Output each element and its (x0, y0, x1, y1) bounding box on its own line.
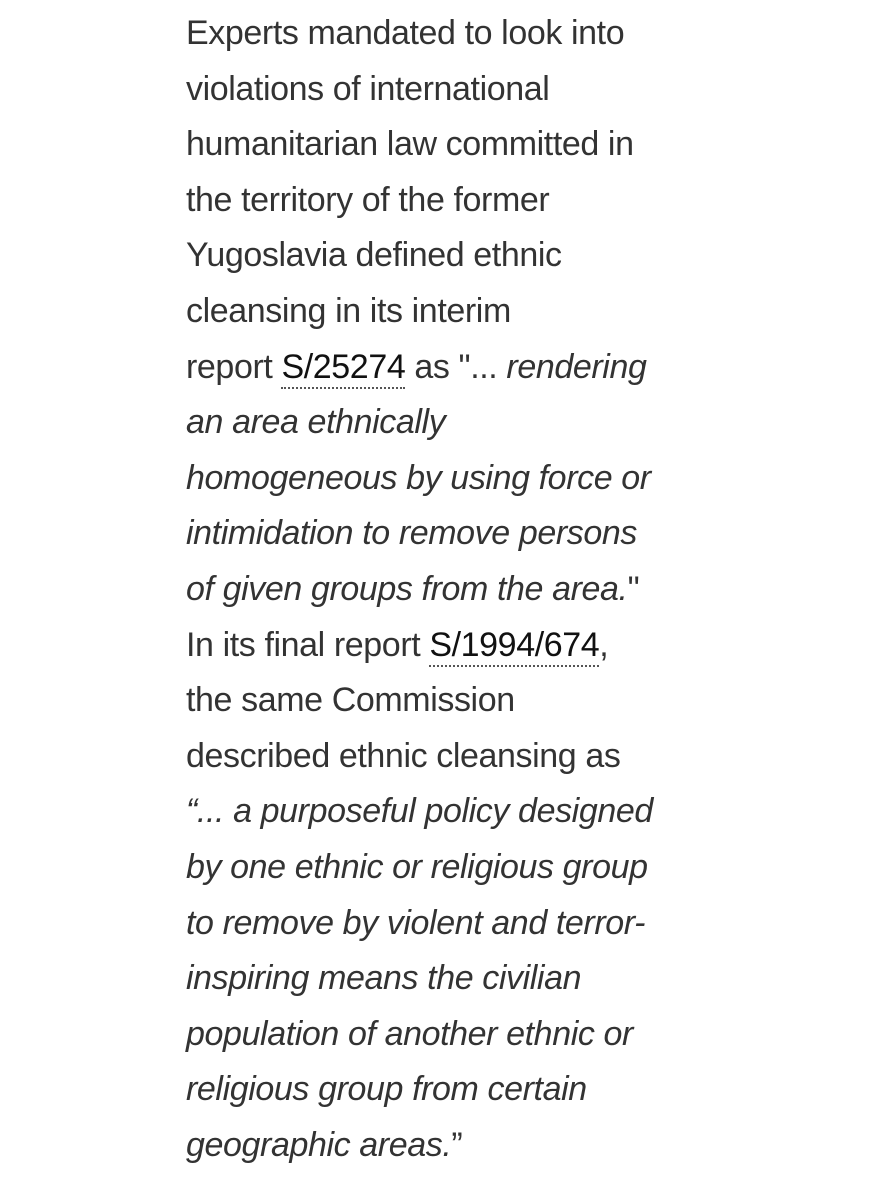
quote-line (186, 896, 706, 952)
quote-text: homogeneous by using force or (186, 458, 651, 497)
quote-text: inspiring means the civilian (186, 959, 582, 998)
text-line: violations of international (186, 69, 550, 108)
quote-text: geographic areas. (186, 1125, 452, 1164)
text-line: Yugoslavia defined ethnic (186, 236, 562, 275)
quote-line (186, 840, 706, 896)
quote-line (186, 451, 706, 507)
quote-line (186, 784, 706, 840)
text-line: humanitarian law committed in (186, 125, 634, 164)
quote-line (186, 1007, 706, 1063)
quote-text: intimidation to remove persons (186, 514, 638, 553)
text-line (186, 340, 706, 396)
quote-text: religious group from certain (186, 1070, 587, 1109)
text-fragment: as "... (405, 347, 507, 386)
quote-line (186, 506, 706, 562)
paragraph (186, 6, 706, 1173)
quote-text: an area ethnically (186, 403, 446, 442)
document-link-s25274[interactable]: S/25274 (281, 348, 405, 389)
text-fragment: In its final report (186, 625, 430, 664)
text-line (186, 618, 706, 674)
quote-text: to remove by violent and terror- (186, 903, 646, 942)
text-line: the same Commission (186, 681, 515, 720)
quote-mark: ” (451, 1125, 463, 1164)
document-link-s1994-674[interactable]: S/1994/674 (429, 626, 599, 667)
quote-text: by one ethnic or religious group (186, 847, 648, 886)
quote-line (186, 951, 706, 1007)
text-line: the territory of the former (186, 180, 550, 219)
quote-line (186, 1118, 706, 1174)
text-line: Experts mandated to look into (186, 14, 625, 52)
quote-text: “... a purposeful policy designed (186, 792, 653, 831)
quote-mark: " (627, 569, 640, 608)
quote-text: population of another ethnic or (186, 1014, 633, 1053)
quote-line (186, 1062, 706, 1118)
quote-fragment: rendering (506, 347, 647, 386)
article-body (186, 6, 706, 1173)
quote-text: of given groups from the area. (186, 569, 628, 608)
quote-line (186, 562, 706, 618)
text-fragment: report (186, 347, 282, 386)
text-line: described ethnic cleansing as (186, 736, 621, 775)
text-line: cleansing in its interim (186, 291, 511, 330)
quote-line (186, 395, 706, 451)
text-fragment: , (599, 625, 609, 664)
